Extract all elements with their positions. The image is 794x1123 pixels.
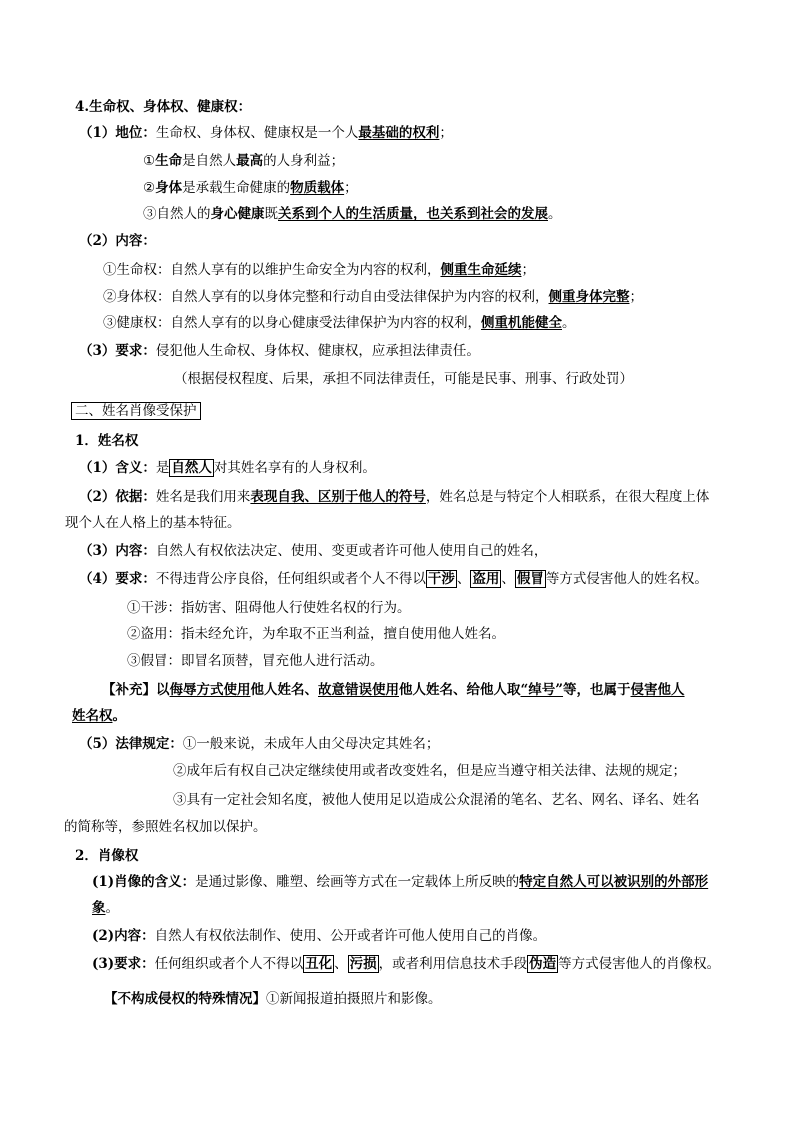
supplement-u4: 侵害他人	[630, 682, 685, 698]
law-item-3: ③具有一定社会知名度，被他人使用足以造成公众混淆的笔名、艺名、网名、译名、姓名	[173, 792, 700, 808]
portrait-meaning-text: 是通过影像、雕塑、绘画等方式在一定载体上所反映的	[195, 874, 520, 890]
name-basis-line	[79, 487, 709, 507]
supplement-u5: 姓名权	[72, 708, 113, 724]
content-item-3	[103, 313, 576, 333]
exception-text: ①新闻报道拍摄照片和影像。	[266, 991, 442, 1007]
requirement-line	[79, 341, 480, 361]
portrait-requirement-label: (3)要求：	[92, 956, 155, 972]
portrait-meaning-end: 。	[105, 900, 119, 916]
supplement-u1: 侮辱方式使用	[169, 682, 251, 698]
requirement-text: 侵犯他人生命权、身体权、健康权，应承担法律责任。	[155, 343, 480, 359]
portrait-content-line	[92, 926, 546, 946]
name-requirement-line	[79, 569, 708, 589]
portrait-meaning-label: (1)肖像的含义：	[92, 874, 196, 890]
status-item-3-em: 关系到个人的生活质量，也关系到社会的发展	[278, 206, 548, 222]
status-item-1	[143, 151, 344, 171]
status-item-2	[143, 178, 358, 198]
portrait-content-label: (2)内容：	[92, 928, 155, 944]
law-item-2: ②成年后有权自己决定继续使用或者改变姓名，但是应当遵守相关法律、法规的规定；	[173, 763, 686, 779]
status-item-1-num: ①	[143, 153, 156, 169]
boxed-uglify: 丑化	[305, 956, 333, 972]
name-basis-text2: ，姓名总是与特定个人相联系，在很大程度上体	[425, 489, 710, 505]
content-item-3-end: 。	[562, 315, 576, 331]
name-meaning-text2: 对其姓名享有的人身权利。	[213, 460, 376, 476]
boxed-interfere: 干涉	[427, 571, 455, 587]
supplement-label: 【补充】以	[102, 682, 170, 698]
portrait-meaning-line2	[92, 898, 119, 918]
boxed-defile: 污损	[349, 956, 377, 972]
name-content-text: 自然人有权依法决定、使用、变更或者许可他人使用自己的姓名，	[155, 543, 548, 559]
exception-label: 【不构成侵权的特殊情况】	[104, 991, 266, 1007]
status-item-2-end: ；	[344, 180, 358, 196]
content-label: （2）内容：	[79, 233, 156, 249]
status-item-1-key: 生命	[155, 153, 183, 169]
name-basis-label: （2）依据：	[79, 489, 156, 505]
name-requirement-label: （4）要求：	[79, 571, 156, 587]
portrait-requirement-text2: ，或者利用信息技术手段	[378, 956, 528, 972]
law-item-3-cont: 的简称等，参照姓名权加以保护。	[64, 819, 267, 835]
portrait-requirement-text3: 等方式侵害他人的肖像权。	[558, 956, 721, 972]
supplement-line2	[72, 706, 126, 726]
requirement-label: （3）要求：	[79, 343, 156, 359]
content-item-2-text: ②身体权：自然人享有的以身体完整和行动自由受法律保护为内容的权利，	[103, 289, 549, 305]
supplement-text-c: 他人姓名、给他人取	[399, 682, 521, 698]
status-label: （1）地位：	[79, 125, 156, 141]
name-requirement-text: 不得违背公序良俗，任何组织或者个人不得以	[155, 571, 426, 587]
supplement-end: 。	[112, 708, 126, 724]
status-line	[79, 123, 453, 143]
sep-2: 、	[501, 571, 515, 587]
supplement-text-d: 等，也属于	[563, 682, 631, 698]
section-heading-box	[71, 401, 201, 421]
supplement-u3: “绰号”	[520, 682, 564, 698]
portrait-right-title: 2．肖像权	[75, 848, 139, 864]
name-meaning-text: 是	[155, 460, 170, 476]
name-meaning-boxed: 自然人	[171, 460, 212, 476]
sep-1: 、	[456, 571, 471, 587]
status-item-3-text2: 既	[264, 206, 278, 222]
name-meaning-line	[79, 458, 376, 478]
name-content-label: （3）内容：	[79, 543, 156, 559]
content-item-2-end: ；	[629, 289, 643, 305]
name-req-item-3: ③假冒：即冒名顶替，冒充他人进行活动。	[127, 653, 384, 669]
section-heading: 二、姓名肖像受保护	[71, 402, 201, 420]
exception-line	[104, 989, 442, 1009]
content-item-3-text: ③健康权：自然人享有的以身心健康受法律保护为内容的权利，	[103, 315, 481, 331]
boxed-misuse: 盗用	[472, 571, 500, 587]
status-item-1-end: 的人身利益；	[263, 153, 345, 169]
name-req-item-2: ②盗用：指未经允许，为牟取不正当利益，擅自使用他人姓名。	[127, 626, 505, 642]
law-item-1: ①一般来说，未成年人由父母决定其姓名；	[182, 736, 440, 752]
name-meaning-label: （1）含义：	[79, 460, 156, 476]
status-item-3	[143, 204, 562, 224]
content-item-2-em: 侧重身体完整	[548, 289, 630, 305]
content-item-1-end: ；	[521, 262, 535, 278]
supplement-u2: 故意错误使用	[318, 682, 399, 698]
content-item-2	[103, 287, 643, 307]
content-item-3-em: 侧重机能健全	[481, 315, 562, 331]
portrait-content-text: 自然人有权依法制作、使用、公开或者许可他人使用自己的肖像。	[154, 928, 547, 944]
name-basis-text: 姓名是我们用来	[155, 489, 251, 505]
status-item-1-em: 最高	[236, 153, 264, 169]
status-item-2-key: 身体	[155, 180, 183, 196]
content-item-1-text: ①生命权：自然人享有的以维护生命安全为内容的权利，	[103, 262, 441, 278]
name-basis-line2: 现个人在人格上的基本特征。	[65, 515, 241, 531]
supplement-text-b: 他人姓名、	[250, 682, 318, 698]
boxed-impersonate: 假冒	[516, 571, 544, 587]
status-item-2-num: ②	[143, 180, 156, 196]
portrait-meaning-line	[92, 872, 708, 892]
status-item-3-end: 。	[548, 206, 562, 222]
section-title-life-rights: 4.生命权、身体权、健康权：	[75, 99, 252, 115]
supplement-line	[102, 680, 685, 700]
portrait-requirement-text: 任何组织或者个人不得以	[154, 956, 304, 972]
boxed-forge: 伪造	[529, 956, 557, 972]
status-end: ；	[439, 125, 453, 141]
name-content-line	[79, 541, 547, 561]
content-item-1-em: 侧重生命延续	[440, 262, 522, 278]
law-line-1	[79, 734, 439, 754]
name-requirement-text2: 等方式侵害他人的姓名权。	[545, 571, 708, 587]
status-item-2-em: 物质载体	[290, 180, 345, 196]
law-label: （5）法律规定：	[79, 736, 183, 752]
status-text: 生命权、身体权、健康权是一个人	[155, 125, 359, 141]
status-item-3-text: ③自然人的	[143, 206, 211, 222]
name-basis-em: 表现自我、区别于他人的符号	[250, 489, 426, 505]
status-item-3-key: 身心健康	[210, 206, 265, 222]
status-item-2-text: 是承载生命健康的	[182, 180, 291, 196]
portrait-requirement-line	[92, 954, 720, 974]
portrait-meaning-em: 特定自然人可以被识别的外部形	[519, 874, 709, 890]
name-req-item-1: ①干涉：指妨害、阻碍他人行使姓名权的行为。	[127, 600, 411, 616]
content-item-1	[103, 260, 535, 280]
portrait-meaning-em2: 象	[92, 900, 106, 916]
name-right-title: 1．姓名权	[75, 433, 139, 449]
requirement-note: （根据侵权程度、后果，承担不同法律责任，可能是民事、刑事、行政处罚）	[174, 371, 633, 387]
status-item-1-text: 是自然人	[182, 153, 237, 169]
sep-3: 、	[334, 956, 348, 972]
status-emphasis: 最基础的权利	[358, 125, 440, 141]
